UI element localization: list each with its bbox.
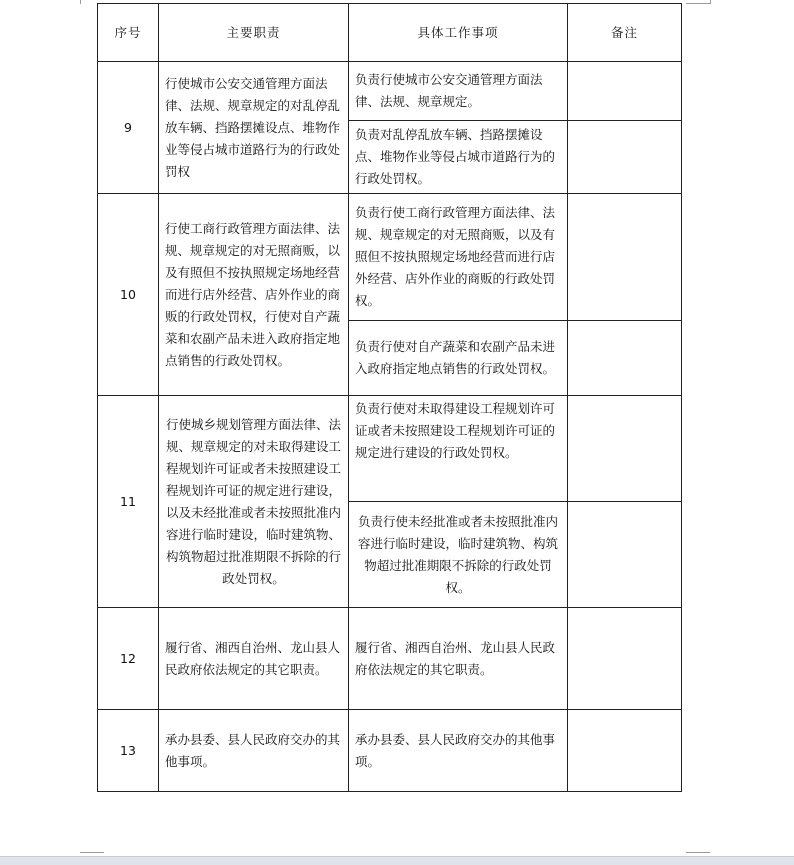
crop-mark: [686, 3, 710, 4]
table-row: [98, 608, 682, 710]
work-item-cell: 负责行使城市公安交通管理方面法律、法规、规章规定。: [349, 62, 568, 121]
work-item-cell: 负责对乱停乱放车辆、挡路摆摊设点、堆物作业等侵占城市道路行为的行政处罚权。: [349, 121, 568, 194]
remark-cell: [568, 502, 682, 608]
main-duty-cell: 承办县委、县人民政府交办的其他事项。: [159, 710, 349, 792]
main-duty-cell: 行使城乡规划管理方面法律、法规、规章规定的对未取得建设工程规划许可证或者未按照建设工程规划许可证的规定进行建设，以及未经批准或者未按照批准内容进行临时建设，临时建筑物、构筑物超过批准期限不拆除的行政处罚权。: [159, 396, 349, 608]
work-item-cell: 负责行使工商行政管理方面法律、法规、规章规定的对无照商贩，以及有照但不按执照规定场地经营而进行店外经营、店外作业的商贩的行政处罚权。: [349, 194, 568, 321]
main-duty-cell: 履行省、湘西自治州、龙山县人民政府依法规定的其它职责。: [159, 608, 349, 710]
main-duty-cell: 行使工商行政管理方面法律、法规、规章规定的对无照商贩，以及有照但不按执照规定场地经营而进行店外经营、店外作业的商贩的行政处罚权，行使对自产蔬菜和农副产品未进入政府指定地点销售的行政处罚权。: [159, 194, 349, 396]
table-header-row: [98, 4, 682, 62]
crop-mark: [80, 852, 104, 853]
work-item-cell: 负责行使未经批准或者未按照批准内容进行临时建设，临时建筑物、构筑物超过批准期限不拆除的行政处罚权。: [349, 502, 568, 608]
main-duty-cell: 行使城市公安交通管理方面法律、法规、规章规定的对乱停乱放车辆、挡路摆摊设点、堆物作业等侵占城市道路行为的行政处罚权: [159, 62, 349, 194]
remark-cell: [568, 710, 682, 792]
header-seq: 序号: [98, 4, 159, 62]
remark-cell: [568, 194, 682, 321]
work-item-cell: 负责行使对自产蔬菜和农副产品未进入政府指定地点销售的行政处罚权。: [349, 321, 568, 396]
row-number: 10: [98, 194, 159, 396]
remark-cell: [568, 608, 682, 710]
remark-cell: [568, 396, 682, 502]
row-number: 9: [98, 62, 159, 194]
table-row: [98, 194, 682, 321]
table-row: [98, 396, 682, 502]
remark-cell: [568, 321, 682, 396]
crop-mark: [686, 852, 710, 853]
work-item-cell: 履行省、湘西自治州、龙山县人民政府依法规定的其它职责。: [349, 608, 568, 710]
remark-cell: [568, 121, 682, 194]
work-item-cell: 承办县委、县人民政府交办的其他事项。: [349, 710, 568, 792]
crop-mark: [80, 0, 81, 4]
header-work-item: 具体工作事项: [349, 4, 568, 62]
table-row: [98, 62, 682, 121]
crop-mark: [710, 0, 711, 4]
duty-table: [97, 3, 682, 792]
row-number: 12: [98, 608, 159, 710]
header-remark: 备注: [568, 4, 682, 62]
work-item-cell: 负责行使对未取得建设工程规划许可证或者未按照建设工程规划许可证的规定进行建设的行政处罚权。: [349, 396, 568, 502]
row-number: 13: [98, 710, 159, 792]
row-number: 11: [98, 396, 159, 608]
remark-cell: [568, 62, 682, 121]
header-main-duty: 主要职责: [159, 4, 349, 62]
table-row: [98, 710, 682, 792]
